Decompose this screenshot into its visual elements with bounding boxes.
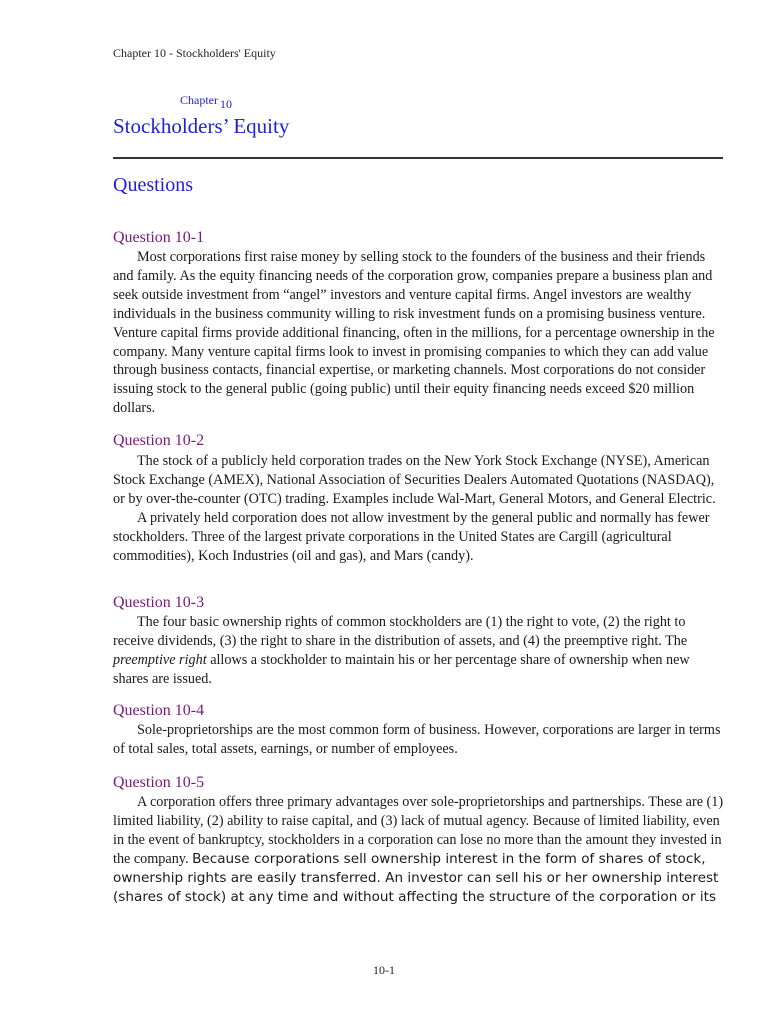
- answer-text: The four basic ownership rights of common stockholders are (1) the right to vote, (2) the right to receive dividends, (3) the right to share in the distribution of assets, and (4) the preemptive right. The: [113, 614, 688, 649]
- answer-text: A corporation offers three primary advantages over sole-proprietorships and partnerships. These are (1) limited liability, (2) ability to raise capital, and (3) lack of mutual agency. Because of limited liability, even in the event of bankruptcy, stockholders in a corporation can lose no more than the amount they invested in the company.: [113, 794, 724, 867]
- answer-paragraph: [113, 793, 725, 906]
- question-title: Question 10-5: [113, 774, 205, 791]
- question-answer: [113, 452, 725, 565]
- chapter-word: Chapter: [180, 93, 218, 107]
- page-number: 10-1: [373, 963, 395, 977]
- answer-emphasis: preemptive right: [113, 651, 207, 668]
- chapter-label: [180, 93, 232, 111]
- question-title: Question 10-4: [113, 702, 205, 719]
- answer-paragraph: A privately held corporation does not allow investment by the general public and normally has fewer stockholders. Three of the largest private corporations in the United States are Cargill (agricultural commodities), Koch Industries (oil and gas), and Mars (candy).: [113, 509, 710, 564]
- chapter-number: 10: [220, 97, 232, 111]
- question-title: Question 10-3: [113, 594, 205, 611]
- answer-paragraph: The stock of a publicly held corporation trades on the New York Stock Exchange (NYSE), American Stock Exchange (AMEX), National Association of Securities Dealers Automated Quotations (NASDAQ), or by over-the-counter (OTC) trading. Examples include Wal-Mart, General Motors, and General Electric.: [113, 453, 716, 507]
- question-answer: [113, 793, 725, 906]
- question-title: Question 10-2: [113, 432, 205, 449]
- section-title: Questions: [113, 174, 193, 196]
- question-answer: [113, 721, 725, 759]
- answer-paragraph: Most corporations first raise money by selling stock to the founders of the business and their friends and family. As the equity financing needs of the corporation grow, companies prepare a business plan and seek outside investment from “angel” investors and venture capital firms. Angel investors are wealthy individuals in the business community willing to risk investment funds on a promising business venture. Venture capital firms provide additional financing, often in the millions, for a percentage ownership in the company. Many venture capital firms look to invest in promising companies to which they can add value through business contacts, financial expertise, or marketing channels. Most corporations do not consider issuing stock to the general public (going public) until their equity financing needs exceed $20 million dollars.: [113, 249, 715, 417]
- answer-paragraph: Sole-proprietorships are the most common form of business. However, corporations are larger in terms of total sales, total assets, earnings, or number of employees.: [113, 722, 721, 757]
- answer-text: allows a stockholder to maintain his or her percentage share of ownership when new shares are issued.: [113, 651, 690, 687]
- question-title: Question 10-1: [113, 229, 205, 246]
- answer-text-sans: Because corporations sell ownership interest in the form of shares of stock, ownership rights are easily transferred. An investor can sell his or her ownership interest (shares of stock) at any time and without affecting the structure of the corporation or its: [113, 850, 719, 905]
- answer-paragraph: [113, 613, 725, 689]
- title-divider: [113, 157, 723, 159]
- question-answer: [113, 248, 725, 418]
- question-answer: [113, 613, 725, 689]
- chapter-title: Stockholders’ Equity: [113, 114, 290, 138]
- running-head: Chapter 10 - Stockholders' Equity: [113, 46, 276, 60]
